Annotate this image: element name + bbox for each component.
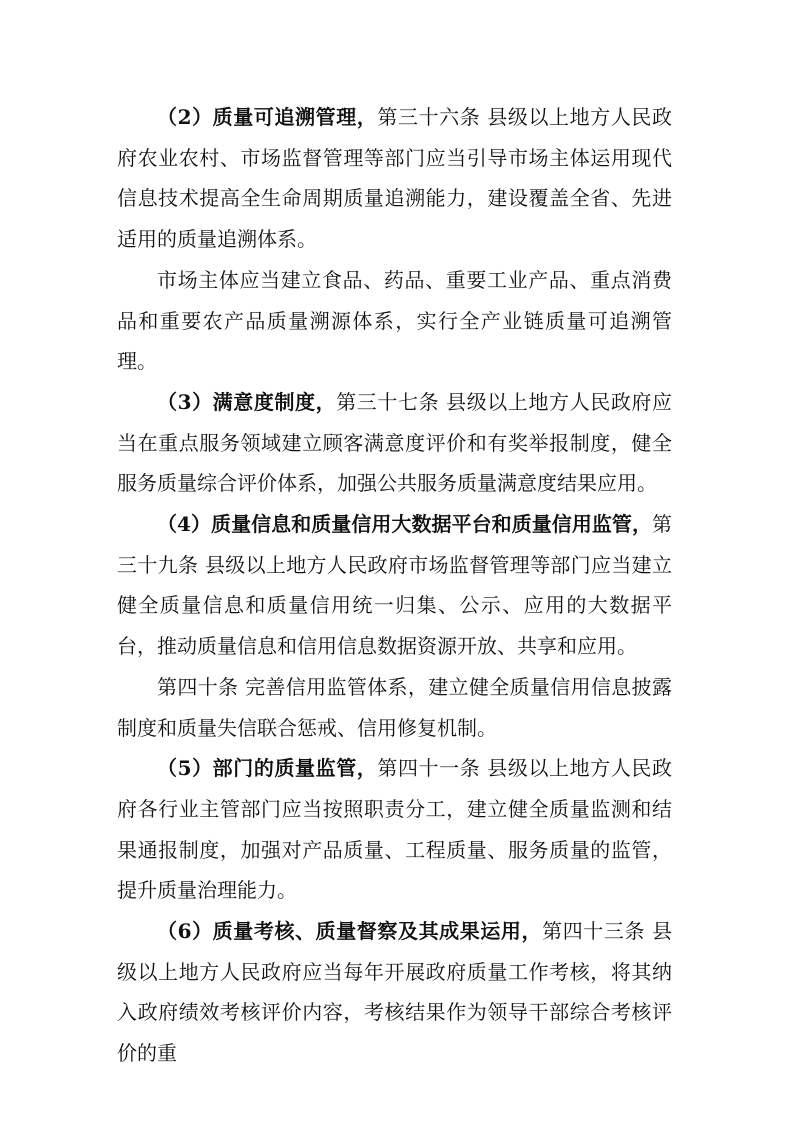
paragraph-heading: （4）质量信息和质量信用大数据平台和质量信用监管， <box>157 512 652 537</box>
paragraph-heading: （3）满意度制度， <box>157 389 337 414</box>
paragraph-text: 第四十一条 县级以上地方人民政府各行业主管部门应当按照职责分工，建立健全质量监测和结果通报制度，加强对产品质量、工程质量、服务质量的监管，提升质量治理能力。 <box>117 756 673 903</box>
paragraph-heading: （2）质量可追溯管理， <box>157 105 378 129</box>
paragraph-satisfaction <box>117 382 672 504</box>
paragraph-market-entities <box>117 260 672 382</box>
paragraph-department-supervision <box>117 748 672 911</box>
paragraph-traceability <box>117 97 672 260</box>
paragraph-credit-platform <box>117 504 672 667</box>
paragraph-text: 第四十三条 县级以上地方人民政府应当每年开展政府质量工作考核，将其纳入政府绩效考核评价内容，考核结果作为领导干部综合考核评价的重 <box>117 919 672 1066</box>
paragraph-text: 第三十六条 县级以上地方人民政府农业农村、市场监督管理等部门应当引导市场主体运用现代信息技术提高全生命周期质量追溯能力，建设覆盖全省、先进适用的质量追溯体系。 <box>117 105 673 252</box>
paragraph-text: 第四十条 完善信用监管体系，建立健全质量信用信息披露制度和质量失信联合惩戒、信用修复机制。 <box>117 674 672 740</box>
paragraph-text: 第三十七条 县级以上地方人民政府应当在重点服务领域建立顾客满意度评价和有奖举报制度，健全服务质量综合评价体系，加强公共服务质量满意度结果应用。 <box>117 389 672 496</box>
document-body <box>117 97 672 1074</box>
paragraph-heading: （6）质量考核、质量督察及其成果运用， <box>157 919 543 944</box>
paragraph-article-40 <box>117 667 672 748</box>
paragraph-text: 第三十九条 县级以上地方人民政府市场监督管理等部门应当建立健全质量信息和质量信用统一归集、公示、应用的大数据平台，推动质量信息和信用信息数据资源开放、共享和应用。 <box>117 512 672 659</box>
paragraph-assessment <box>117 911 672 1074</box>
paragraph-text: 市场主体应当建立食品、药品、重要工业产品、重点消费品和重要农产品质量溯源体系，实行全产业链质量可追溯管理。 <box>117 267 672 374</box>
paragraph-heading: （5）部门的质量监管， <box>157 756 378 781</box>
